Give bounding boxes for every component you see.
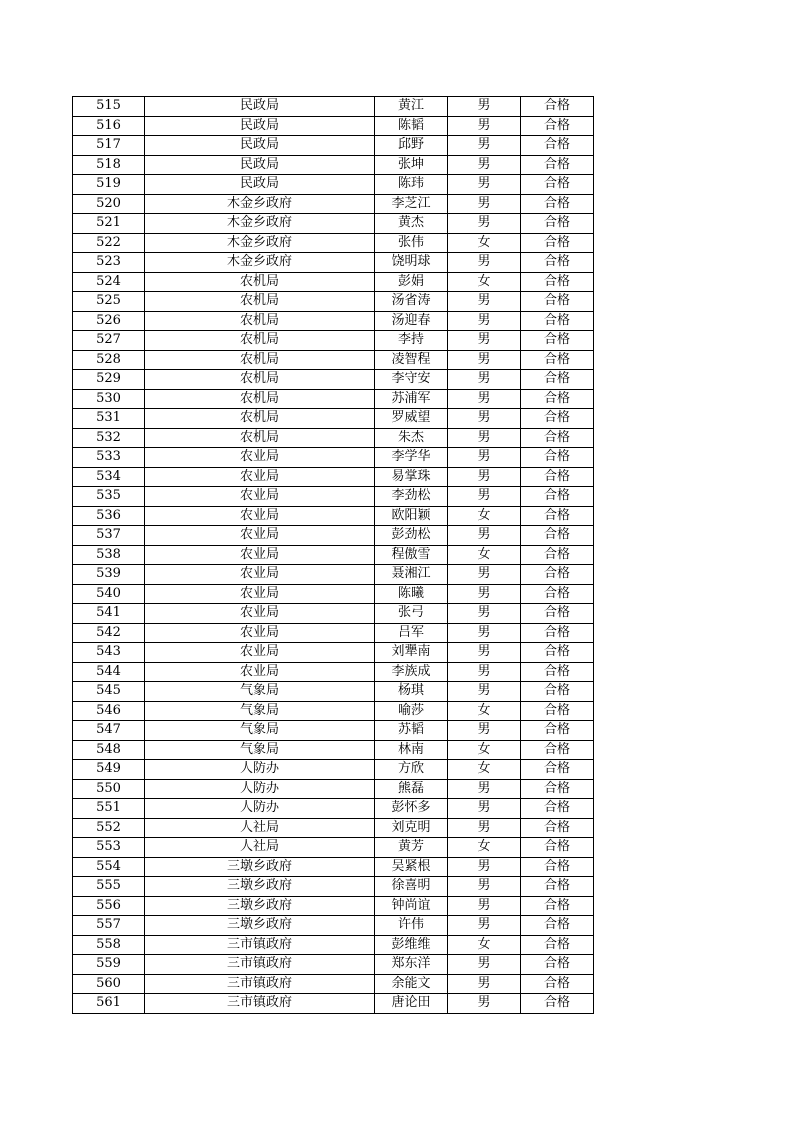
cell-name: 邱野 [375,136,448,156]
cell-unit: 气象局 [145,701,375,721]
cell-name: 林南 [375,740,448,760]
cell-sex: 男 [448,409,521,429]
table-row [73,604,594,624]
cell-number: 521 [73,214,145,234]
cell-unit: 三墩乡政府 [145,916,375,936]
cell-name: 朱杰 [375,428,448,448]
table-row [73,545,594,565]
cell-sex: 男 [448,565,521,585]
table-row [73,857,594,877]
cell-unit: 农业局 [145,584,375,604]
cell-result: 合格 [521,994,594,1014]
table-row [73,97,594,117]
cell-name: 饶明球 [375,253,448,273]
cell-sex: 男 [448,877,521,897]
cell-result: 合格 [521,97,594,117]
cell-result: 合格 [521,428,594,448]
cell-result: 合格 [521,721,594,741]
table-row [73,584,594,604]
table-row [73,194,594,214]
cell-sex: 男 [448,292,521,312]
cell-result: 合格 [521,487,594,507]
cell-number: 518 [73,155,145,175]
cell-result: 合格 [521,467,594,487]
cell-sex: 男 [448,487,521,507]
cell-name: 罗威望 [375,409,448,429]
table-row [73,214,594,234]
cell-sex: 男 [448,526,521,546]
cell-name: 陈曦 [375,584,448,604]
cell-result: 合格 [521,155,594,175]
table-row [73,526,594,546]
table-row [73,233,594,253]
cell-sex: 男 [448,799,521,819]
cell-name: 程傲雪 [375,545,448,565]
cell-sex: 男 [448,974,521,994]
cell-sex: 男 [448,155,521,175]
cell-name: 黄芳 [375,838,448,858]
cell-sex: 男 [448,389,521,409]
cell-result: 合格 [521,662,594,682]
cell-result: 合格 [521,877,594,897]
results-table-body [73,97,594,1014]
cell-unit: 民政局 [145,97,375,117]
cell-name: 刘犟南 [375,643,448,663]
cell-result: 合格 [521,896,594,916]
cell-number: 526 [73,311,145,331]
cell-sex: 男 [448,97,521,117]
table-row [73,487,594,507]
cell-name: 彭维维 [375,935,448,955]
cell-name: 彭劲松 [375,526,448,546]
cell-sex: 男 [448,448,521,468]
cell-number: 558 [73,935,145,955]
cell-number: 520 [73,194,145,214]
cell-unit: 农机局 [145,350,375,370]
cell-sex: 女 [448,838,521,858]
cell-number: 519 [73,175,145,195]
table-row [73,682,594,702]
cell-name: 张坤 [375,155,448,175]
cell-number: 552 [73,818,145,838]
cell-name: 杨琪 [375,682,448,702]
cell-result: 合格 [521,409,594,429]
cell-number: 556 [73,896,145,916]
cell-number: 541 [73,604,145,624]
cell-number: 539 [73,565,145,585]
cell-number: 545 [73,682,145,702]
cell-number: 522 [73,233,145,253]
cell-result: 合格 [521,584,594,604]
cell-result: 合格 [521,253,594,273]
table-row [73,799,594,819]
cell-sex: 男 [448,857,521,877]
table-row [73,994,594,1014]
cell-result: 合格 [521,526,594,546]
cell-sex: 男 [448,643,521,663]
cell-sex: 女 [448,740,521,760]
cell-sex: 男 [448,994,521,1014]
table-row [73,311,594,331]
table-row [73,896,594,916]
table-row [73,272,594,292]
cell-result: 合格 [521,857,594,877]
cell-number: 517 [73,136,145,156]
cell-unit: 农业局 [145,565,375,585]
table-row [73,623,594,643]
cell-unit: 三墩乡政府 [145,896,375,916]
cell-name: 李学华 [375,448,448,468]
cell-unit: 农业局 [145,643,375,663]
cell-unit: 气象局 [145,682,375,702]
cell-unit: 三市镇政府 [145,935,375,955]
cell-result: 合格 [521,935,594,955]
cell-unit: 农机局 [145,370,375,390]
cell-sex: 男 [448,175,521,195]
cell-result: 合格 [521,370,594,390]
table-row [73,155,594,175]
cell-name: 汤省涛 [375,292,448,312]
table-row [73,565,594,585]
table-row [73,877,594,897]
cell-number: 528 [73,350,145,370]
cell-number: 524 [73,272,145,292]
cell-sex: 男 [448,194,521,214]
cell-number: 531 [73,409,145,429]
cell-sex: 女 [448,701,521,721]
cell-result: 合格 [521,214,594,234]
cell-sex: 男 [448,604,521,624]
table-row [73,818,594,838]
cell-sex: 男 [448,584,521,604]
cell-result: 合格 [521,974,594,994]
cell-result: 合格 [521,272,594,292]
cell-sex: 男 [448,682,521,702]
cell-result: 合格 [521,623,594,643]
cell-number: 548 [73,740,145,760]
cell-number: 537 [73,526,145,546]
cell-name: 方欣 [375,760,448,780]
cell-unit: 农机局 [145,311,375,331]
cell-unit: 农业局 [145,448,375,468]
cell-number: 553 [73,838,145,858]
cell-sex: 男 [448,214,521,234]
cell-name: 陈玮 [375,175,448,195]
cell-name: 欧阳颖 [375,506,448,526]
cell-unit: 农机局 [145,272,375,292]
table-row [73,448,594,468]
cell-unit: 农机局 [145,409,375,429]
table-row [73,389,594,409]
cell-number: 525 [73,292,145,312]
cell-name: 吕军 [375,623,448,643]
table-row [73,175,594,195]
cell-unit: 农业局 [145,526,375,546]
cell-sex: 女 [448,233,521,253]
cell-name: 汤迎春 [375,311,448,331]
cell-name: 张弓 [375,604,448,624]
cell-number: 554 [73,857,145,877]
table-row [73,760,594,780]
cell-number: 549 [73,760,145,780]
table-row [73,955,594,975]
cell-unit: 农机局 [145,389,375,409]
table-row [73,253,594,273]
cell-name: 李芝江 [375,194,448,214]
table-row [73,740,594,760]
cell-name: 彭怀多 [375,799,448,819]
cell-name: 徐喜明 [375,877,448,897]
cell-name: 许伟 [375,916,448,936]
cell-result: 合格 [521,233,594,253]
cell-unit: 民政局 [145,136,375,156]
cell-number: 530 [73,389,145,409]
cell-number: 540 [73,584,145,604]
cell-unit: 三市镇政府 [145,955,375,975]
table-row [73,916,594,936]
cell-unit: 气象局 [145,740,375,760]
table-row [73,506,594,526]
cell-number: 561 [73,994,145,1014]
cell-name: 陈韬 [375,116,448,136]
cell-unit: 人社局 [145,838,375,858]
cell-sex: 男 [448,428,521,448]
cell-name: 苏韬 [375,721,448,741]
cell-unit: 农业局 [145,662,375,682]
table-row [73,779,594,799]
cell-number: 533 [73,448,145,468]
cell-result: 合格 [521,292,594,312]
cell-result: 合格 [521,175,594,195]
cell-name: 张伟 [375,233,448,253]
cell-name: 凌智程 [375,350,448,370]
cell-number: 544 [73,662,145,682]
cell-unit: 木金乡政府 [145,233,375,253]
cell-name: 余能文 [375,974,448,994]
table-row [73,370,594,390]
cell-result: 合格 [521,799,594,819]
cell-sex: 男 [448,896,521,916]
cell-result: 合格 [521,116,594,136]
cell-result: 合格 [521,389,594,409]
cell-name: 李劲松 [375,487,448,507]
cell-unit: 人防办 [145,779,375,799]
cell-result: 合格 [521,643,594,663]
cell-sex: 男 [448,311,521,331]
cell-unit: 民政局 [145,116,375,136]
cell-result: 合格 [521,916,594,936]
cell-unit: 气象局 [145,721,375,741]
table-row [73,292,594,312]
cell-sex: 男 [448,721,521,741]
cell-sex: 男 [448,467,521,487]
cell-number: 534 [73,467,145,487]
cell-sex: 男 [448,955,521,975]
cell-number: 560 [73,974,145,994]
cell-unit: 农业局 [145,467,375,487]
cell-result: 合格 [521,604,594,624]
cell-sex: 男 [448,623,521,643]
cell-number: 515 [73,97,145,117]
cell-number: 551 [73,799,145,819]
table-row [73,662,594,682]
cell-unit: 人防办 [145,799,375,819]
cell-unit: 农机局 [145,331,375,351]
table-row [73,935,594,955]
cell-name: 彭娟 [375,272,448,292]
cell-sex: 男 [448,916,521,936]
cell-sex: 女 [448,506,521,526]
cell-unit: 农机局 [145,428,375,448]
cell-name: 李持 [375,331,448,351]
cell-result: 合格 [521,740,594,760]
cell-name: 喻莎 [375,701,448,721]
cell-result: 合格 [521,545,594,565]
cell-result: 合格 [521,955,594,975]
cell-result: 合格 [521,760,594,780]
cell-number: 543 [73,643,145,663]
cell-number: 532 [73,428,145,448]
cell-sex: 女 [448,935,521,955]
cell-name: 聂湘江 [375,565,448,585]
cell-unit: 民政局 [145,175,375,195]
cell-result: 合格 [521,311,594,331]
cell-unit: 木金乡政府 [145,214,375,234]
cell-number: 516 [73,116,145,136]
cell-result: 合格 [521,194,594,214]
cell-name: 黄江 [375,97,448,117]
cell-sex: 男 [448,350,521,370]
cell-number: 529 [73,370,145,390]
cell-sex: 男 [448,662,521,682]
cell-unit: 三墩乡政府 [145,857,375,877]
table-row [73,136,594,156]
cell-number: 550 [73,779,145,799]
cell-unit: 农业局 [145,604,375,624]
cell-name: 刘克明 [375,818,448,838]
table-row [73,409,594,429]
cell-sex: 男 [448,116,521,136]
cell-unit: 农业局 [145,545,375,565]
cell-name: 苏浦军 [375,389,448,409]
cell-name: 唐论田 [375,994,448,1014]
cell-name: 吴紧根 [375,857,448,877]
cell-number: 538 [73,545,145,565]
cell-result: 合格 [521,838,594,858]
cell-unit: 三市镇政府 [145,994,375,1014]
cell-unit: 人社局 [145,818,375,838]
cell-result: 合格 [521,818,594,838]
results-table [72,96,594,1014]
cell-unit: 三市镇政府 [145,974,375,994]
cell-sex: 男 [448,818,521,838]
table-row [73,116,594,136]
cell-sex: 男 [448,253,521,273]
cell-unit: 木金乡政府 [145,194,375,214]
cell-result: 合格 [521,779,594,799]
cell-name: 郑东洋 [375,955,448,975]
table-row [73,331,594,351]
table-row [73,838,594,858]
cell-number: 546 [73,701,145,721]
cell-sex: 女 [448,272,521,292]
cell-unit: 人防办 [145,760,375,780]
cell-result: 合格 [521,682,594,702]
table-row [73,428,594,448]
cell-result: 合格 [521,506,594,526]
cell-unit: 民政局 [145,155,375,175]
cell-unit: 农业局 [145,623,375,643]
cell-number: 535 [73,487,145,507]
cell-unit: 农机局 [145,292,375,312]
table-row [73,974,594,994]
table-row [73,467,594,487]
cell-number: 559 [73,955,145,975]
table-row [73,350,594,370]
cell-result: 合格 [521,136,594,156]
cell-unit: 三墩乡政府 [145,877,375,897]
cell-number: 555 [73,877,145,897]
cell-name: 黄杰 [375,214,448,234]
cell-unit: 农业局 [145,506,375,526]
cell-name: 易掌珠 [375,467,448,487]
table-row [73,701,594,721]
cell-number: 527 [73,331,145,351]
cell-unit: 农业局 [145,487,375,507]
cell-number: 536 [73,506,145,526]
cell-sex: 男 [448,136,521,156]
cell-number: 557 [73,916,145,936]
cell-number: 542 [73,623,145,643]
cell-name: 钟尚谊 [375,896,448,916]
cell-sex: 男 [448,370,521,390]
cell-number: 547 [73,721,145,741]
cell-unit: 木金乡政府 [145,253,375,273]
cell-name: 李族成 [375,662,448,682]
cell-number: 523 [73,253,145,273]
cell-result: 合格 [521,448,594,468]
table-row [73,721,594,741]
table-row [73,643,594,663]
cell-sex: 男 [448,779,521,799]
cell-result: 合格 [521,331,594,351]
cell-sex: 男 [448,331,521,351]
cell-result: 合格 [521,701,594,721]
cell-result: 合格 [521,350,594,370]
cell-result: 合格 [521,565,594,585]
cell-sex: 女 [448,545,521,565]
cell-name: 李守安 [375,370,448,390]
cell-sex: 女 [448,760,521,780]
cell-name: 熊磊 [375,779,448,799]
